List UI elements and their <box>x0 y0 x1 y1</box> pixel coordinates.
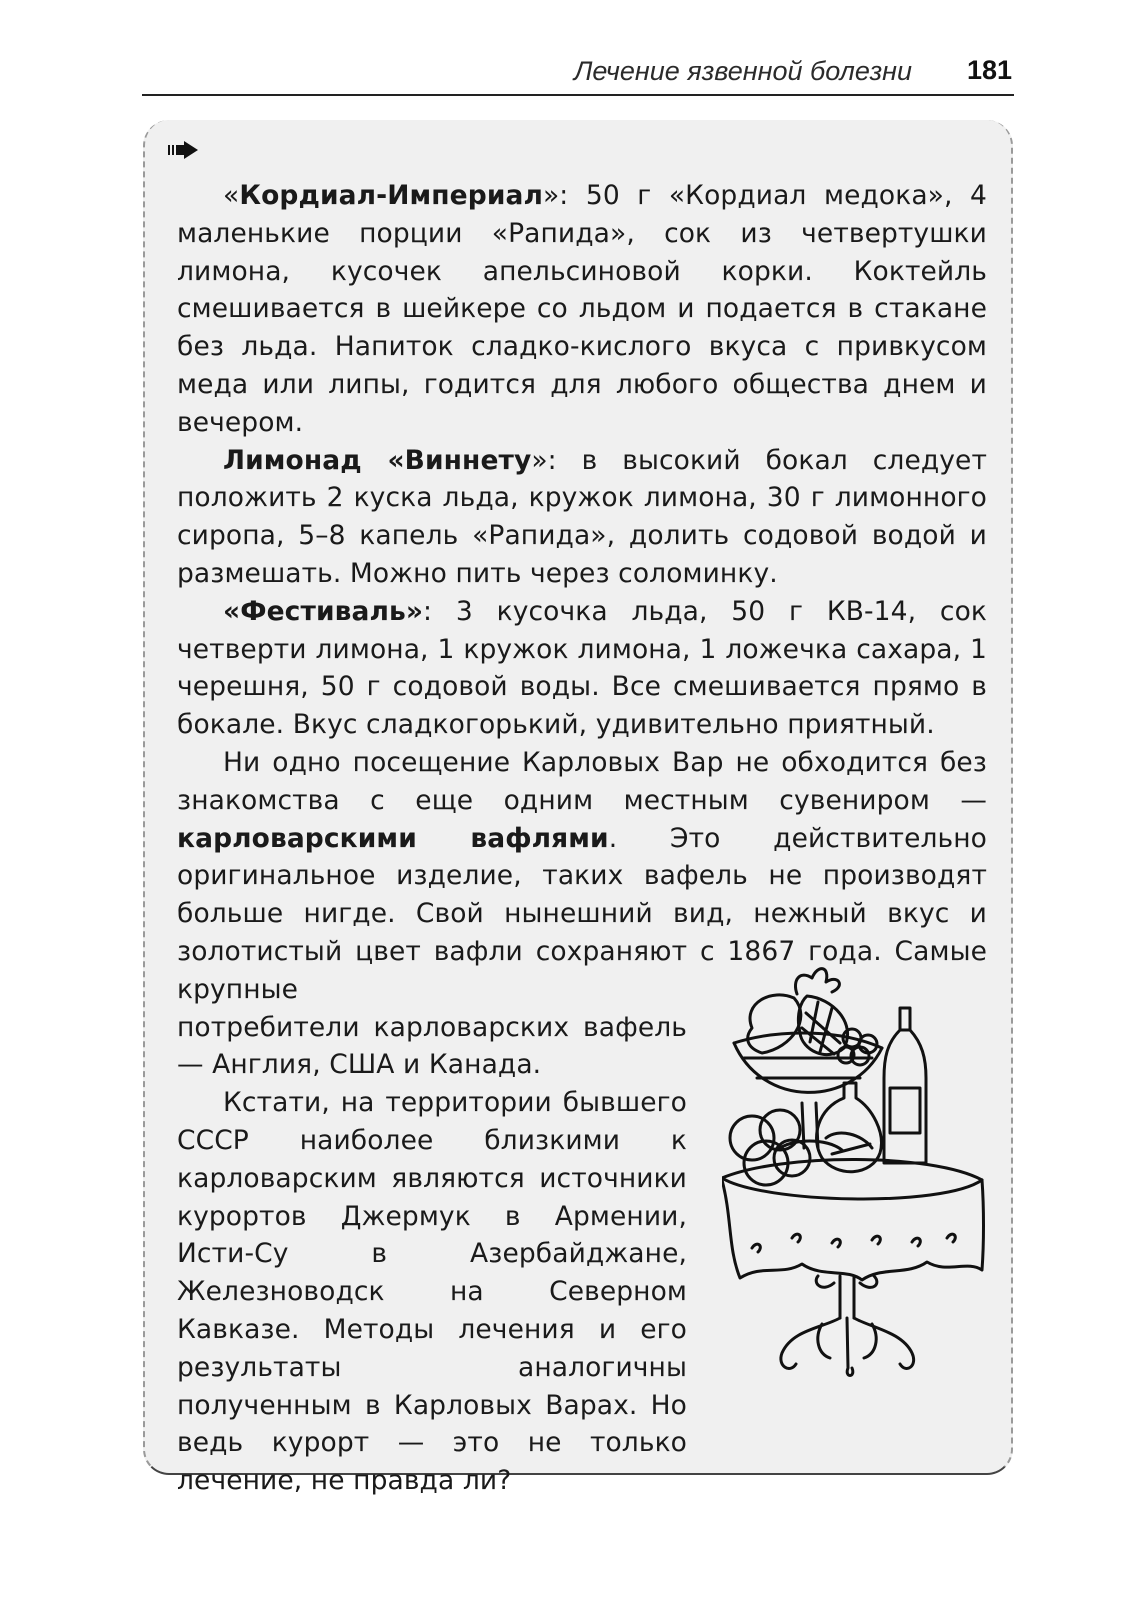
running-title: Лечение язвенной болезни <box>573 56 912 86</box>
page-number: 181 <box>966 55 1012 85</box>
paragraph-text: »: 50 г «Кордиал медока», 4 маленькие порции «Рапида», сок из четвертушки лимона, кусочек апельсиновой корки. Коктейль смешивается в шейкере со льдом и подается в стакане без льда. Напиток сладко-кислого вкуса с привкусом меда или липы, годится для любого общества днем и вечером. <box>177 180 987 438</box>
paragraph-festival <box>177 593 987 744</box>
paragraph-ussr-resorts: Кстати, на территории бывшего СССР наиболее близкими к карловарским являются источники курортов Джермук в Армении, Исти-Су в Азербайджане, Железноводск на Северном Кавказе. Методы лечения и его результаты аналогичны полученным в Карловых Варах. Но ведь курорт — это не только лечение, не правда ли? <box>177 1087 687 1497</box>
table-with-fruit-and-bottles-illustration <box>722 958 992 1383</box>
paragraph-cordial-imperial <box>177 177 987 442</box>
paragraph-text: »: в высокий бокал следует положить 2 куска льда, кружок лимона, 30 г лимонного сиропа, 5–8 капель «Рапида», долить содовой водой и размешать. Можно пить через соломинку. <box>177 444 987 589</box>
paragraph-text: : 3 кусочка льда, 50 г КВ-14, сок четверти лимона, 1 кружок лимона, 1 ложечка сахара, 1 черешня, 50 г содовой воды. Все смешивается прямо в бокале. Вкус сладкогорький, удивительно приятный. <box>177 595 987 741</box>
recipe-name-festival: «Фестиваль» <box>223 595 424 627</box>
paragraph-lemonade-winnetou <box>177 442 987 593</box>
sidebar-box <box>143 120 1013 1497</box>
recipe-name-lemonade-winnetou: Лимонад «Виннету <box>223 444 532 476</box>
term-karlovy-vary-wafers: карловарскими вафлями <box>177 822 609 854</box>
arrow-right-icon <box>167 140 199 160</box>
paragraph-lead: « <box>223 180 240 211</box>
paragraph-text: Ни одно посещение Карловых Вар не обходится без знакомства с еще одним местным сувениром — <box>177 746 987 816</box>
paragraph-text: . Это действительно оригинальное изделие, таких вафель не производят больше нигде. Свой нынешний вид, нежный вкус и золотистый цвет вафли сохраняют с 1867 года. Самые крупные <box>177 822 987 1005</box>
paragraph-wafers-continued: потребители карловарских вафель — Англия, США и Канада. <box>177 1011 687 1081</box>
recipe-name-cordial-imperial: Кордиал-Империал <box>239 180 543 211</box>
running-head <box>142 52 1014 96</box>
